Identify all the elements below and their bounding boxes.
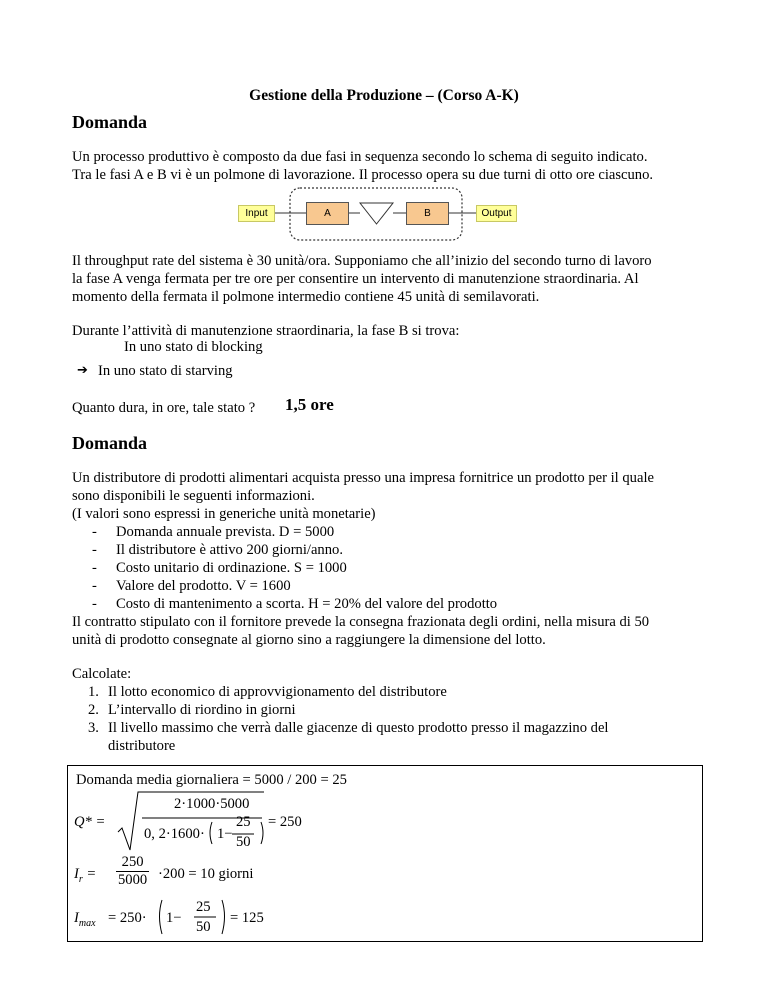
q-numerator: 2·1000·5000	[174, 796, 250, 812]
item-dash: -	[92, 524, 97, 540]
task-3-continued: distributore	[108, 738, 176, 754]
task-3: Il livello massimo che verrà dalle giacenze di questo prodotto presso il magazzino del	[108, 720, 609, 736]
q-result: = 250	[268, 814, 302, 830]
section2-intro-line3: (I valori sono espressi in generiche unità monetarie)	[72, 506, 376, 522]
section1-para2-line2: la fase A venga fermata per tre ore per consentire un intervento di manutenzione straordinaria. Al	[72, 271, 639, 287]
section2-intro-line2: sono disponibili le seguenti informazioni.	[72, 488, 315, 504]
solution-box	[67, 765, 703, 942]
section2-heading: Domanda	[72, 433, 148, 453]
section1-heading: Domanda	[72, 112, 148, 132]
item-holding-cost: Costo di mantenimento a scorta. H = 20% del valore del prodotto	[116, 596, 498, 612]
task-number: 1.	[88, 684, 99, 700]
imax-label: $I_{max}$	[74, 910, 96, 929]
imax-inner-den: 50	[196, 919, 211, 935]
contract-line2: unità di prodotto consegnate al giorno sino a raggiungere la dimensione del lotto.	[72, 632, 546, 648]
item-dash: -	[92, 542, 97, 558]
arrow-right-icon: ➔	[77, 363, 88, 378]
phase-b-box	[406, 202, 449, 225]
q-inner-den: 50	[236, 834, 251, 850]
output-box	[476, 205, 517, 222]
section1-para1-line2: Tra le fasi A e B vi è un polmone di lavorazione. Il processo opera su due turni di otto ore ciascuno.	[72, 167, 654, 183]
calc-heading: Calcolate:	[72, 666, 132, 682]
imax-inner-num: 25	[196, 899, 211, 915]
page-title: Gestione della Produzione – (Corso A-K)	[249, 87, 519, 104]
item-product-value: Valore del prodotto. V = 1600	[116, 578, 291, 594]
section1-para1-line1: Un processo produttivo è composto da due fasi in sequenza secondo lo schema di seguito indicato.	[72, 149, 648, 165]
item-dash: -	[92, 578, 97, 594]
item-dash: -	[92, 560, 97, 576]
option2-text: In uno stato di starving	[98, 363, 233, 379]
phase-a-label: A	[324, 208, 331, 219]
imax-result: = 125	[230, 910, 264, 926]
section1-para2-line1: Il throughput rate del sistema è 30 unità/ora. Supponiamo che all’inizio del secondo turno di lavoro	[72, 253, 652, 269]
section1-para2-line3: momento della fermata il polmone intermedio contiene 45 unità di semilavorati.	[72, 289, 540, 305]
item-active-days: Il distributore è attivo 200 giorni/anno.	[116, 542, 343, 558]
task-number: 3.	[88, 720, 99, 736]
input-label: Input	[245, 208, 268, 219]
duration-answer: 1,5 ore	[285, 395, 334, 414]
ir-numerator: 250	[116, 854, 149, 872]
task-2: L’intervallo di riordino in giorni	[108, 702, 296, 718]
input-box	[238, 205, 275, 222]
section2-intro-line1: Un distributore di prodotti alimentari acquista presso una impresa fornitrice un prodotto per il quale	[72, 470, 654, 486]
duration-question: Quanto dura, in ore, tale stato ?	[72, 400, 256, 416]
task-1: Il lotto economico di approvvigionamento del distributore	[108, 684, 447, 700]
q-denominator-left: 0, 2·1600·	[144, 826, 205, 842]
ir-label: $I_r$ =	[74, 866, 97, 885]
output-label: Output	[481, 208, 512, 219]
item-dash: -	[92, 596, 97, 612]
ir-subscript: r	[78, 873, 83, 885]
item-annual-demand: Domanda annuale prevista. D = 5000	[116, 524, 335, 540]
task-number: 2.	[88, 702, 99, 718]
phase-a-box	[306, 202, 349, 225]
section1-question: Durante l’attività di manutenzione straordinaria, la fase B si trova:	[72, 323, 460, 339]
contract-line1: Il contratto stipulato con il fornitore prevede la consegna frazionata degli ordini, nella misura di 50	[72, 614, 650, 630]
phase-b-label: B	[424, 208, 431, 219]
ir-fraction	[116, 854, 149, 889]
ir-rest: ·200 = 10 giorni	[158, 866, 254, 882]
daily-demand-formula: Domanda media giornaliera = 5000 / 200 = 25	[76, 772, 347, 788]
q-label: Q* =	[74, 814, 106, 830]
option1-text: In uno stato di blocking	[124, 339, 263, 355]
process-diagram	[238, 186, 530, 242]
q-one-minus: 1−	[217, 826, 233, 842]
ir-denominator: 5000	[118, 872, 148, 888]
imax-one-minus: 1−	[166, 910, 182, 926]
imax-subscript: max	[78, 917, 96, 929]
q-inner-num: 25	[236, 814, 251, 830]
item-order-cost: Costo unitario di ordinazione. S = 1000	[116, 560, 347, 576]
imax-left: = 250·	[108, 910, 147, 926]
